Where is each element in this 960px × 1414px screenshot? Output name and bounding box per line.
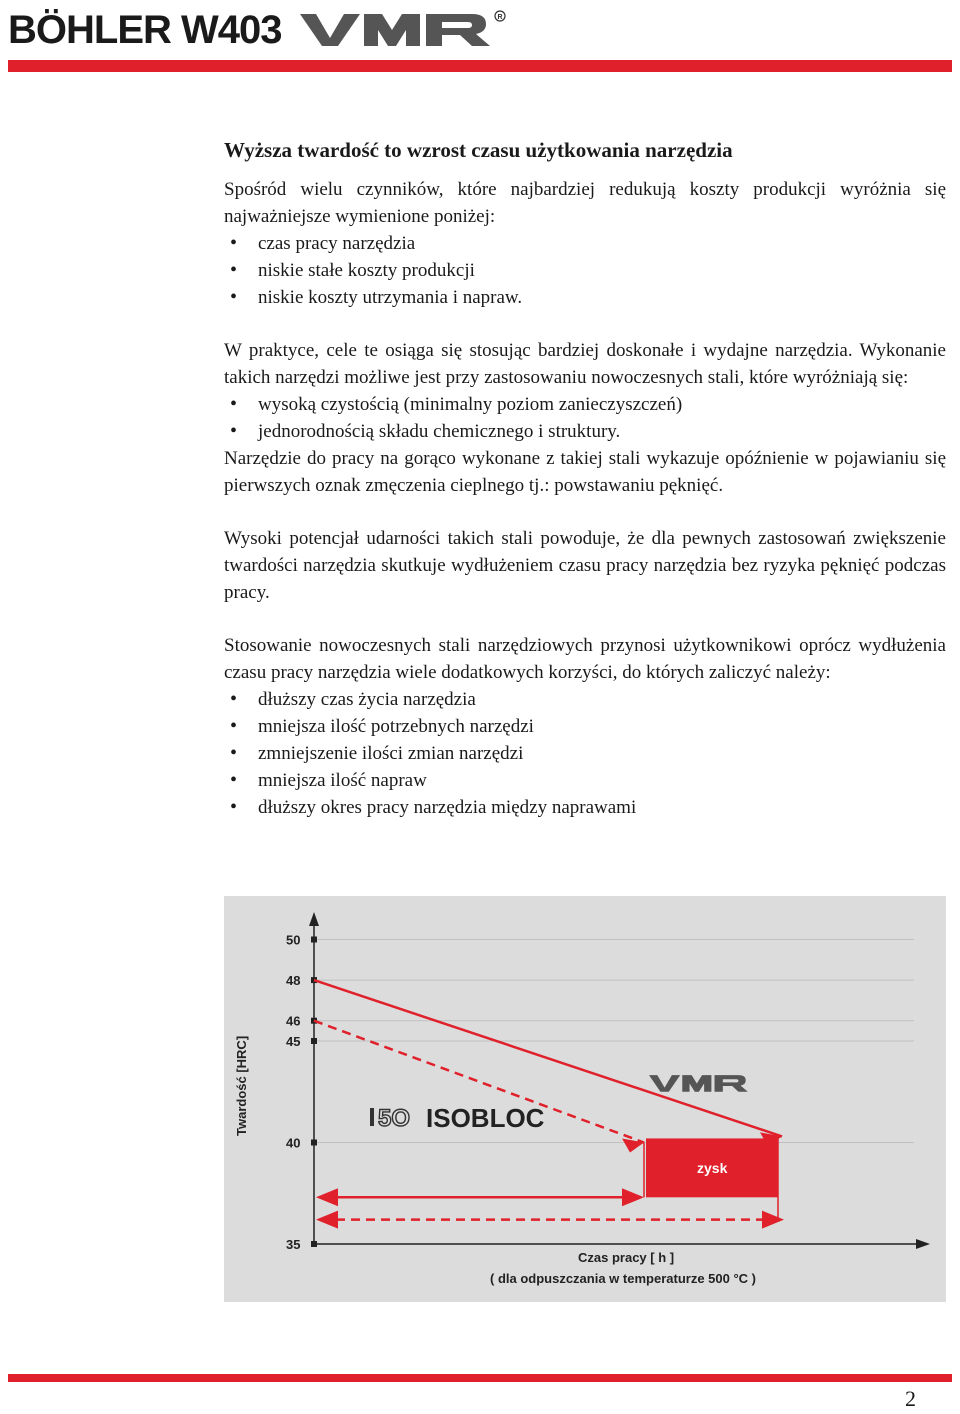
y-tick-label: 40 bbox=[286, 1135, 301, 1151]
x-axis-label: Czas pracy [ h ] bbox=[578, 1250, 675, 1265]
x-axis-arrow-icon bbox=[916, 1239, 930, 1249]
vmr-logo-icon bbox=[300, 8, 510, 48]
paragraph-2: W praktyce, cele te osiąga się stosując bardziej doskonałe i wydajne narzędzia. Wykonanie takich narzędzi możliwe jest przy zastosowaniu nowoczesnych stali, które wyróżniają się: bbox=[224, 340, 946, 388]
isobloc-logo-digits: 5O bbox=[378, 1105, 411, 1132]
svg-text:R: R bbox=[497, 14, 503, 21]
y-tick-label: 45 bbox=[286, 1034, 301, 1049]
bullet-list-2 bbox=[224, 391, 946, 445]
x-axis-note: ( dla odpuszczania w temperaturze 500 °C ) bbox=[490, 1271, 756, 1286]
y-tick-label: 35 bbox=[286, 1237, 301, 1252]
hardness-chart bbox=[224, 896, 946, 1302]
y-tick-mark bbox=[311, 937, 317, 943]
y-tick-label: 50 bbox=[286, 932, 301, 948]
list-item: • mniejsza ilość napraw bbox=[224, 767, 946, 794]
work-time-arrow-vmr-left-head bbox=[316, 1211, 338, 1229]
list-item: • wysoką czystością (minimalny poziom zanieczyszczeń) bbox=[224, 391, 946, 418]
y-tick-label: 46 bbox=[286, 1013, 301, 1029]
y-tick-label: 48 bbox=[286, 973, 301, 989]
paragraph-1: Spośród wielu czynników, które najbardziej redukują koszty produkcji wyróżnia się najważniejsze wymienione poniżej: bbox=[224, 179, 946, 227]
hardness-chart-svg bbox=[224, 896, 946, 1302]
isobloc-logo-icon bbox=[370, 1103, 545, 1133]
y-tick-mark bbox=[311, 1241, 317, 1247]
list-item: • niskie koszty utrzymania i napraw. bbox=[224, 284, 946, 311]
vmr-chart-logo-icon bbox=[649, 1075, 748, 1092]
list-item: • jednorodnością składu chemicznego i struktury. bbox=[224, 418, 946, 445]
gain-label: zysk bbox=[697, 1159, 728, 1176]
list-item: • mniejsza ilość potrzebnych narzędzi bbox=[224, 713, 946, 740]
work-time-arrow-isobloc-left-head bbox=[316, 1188, 338, 1206]
y-axis-label: Twardość [HRC] bbox=[234, 1035, 249, 1136]
y-tick-mark bbox=[311, 1140, 317, 1146]
bullet-list-3 bbox=[224, 686, 946, 821]
y-axis-arrow-icon bbox=[309, 912, 319, 926]
main-content bbox=[224, 136, 946, 821]
isobloc-logo-text: ISOBLOC bbox=[426, 1103, 545, 1133]
list-item: • dłuższy czas życia narzędzia bbox=[224, 686, 946, 713]
work-time-arrow-vmr-right-head bbox=[762, 1211, 784, 1229]
paragraph-5: Stosowanie nowoczesnych stali narzędziowych przynosi użytkownikowi oprócz wydłużenia czasu pracy narzędzia wiele dodatkowych korzyści, do których zaliczyć należy: bbox=[224, 635, 946, 683]
list-item: • czas pracy narzędzia bbox=[224, 230, 946, 257]
bullet-list-1 bbox=[224, 230, 946, 311]
y-tick-mark bbox=[311, 1038, 317, 1044]
brand-title: BÖHLER W403 bbox=[8, 8, 282, 52]
section-title: Wyższa twardość to wzrost czasu użytkowania narzędzia bbox=[224, 138, 733, 162]
paragraph-3: Narzędzie do pracy na gorąco wykonane z takiej stali wykazuje opóźnienie w pojawianiu się pierwszych oznak zmęczenia cieplnego tj.: powstawaniu pęknięć. bbox=[224, 448, 946, 496]
list-item: • zmniejszenie ilości zmian narzędzi bbox=[224, 740, 946, 767]
paragraph-4: Wysoki potencjał udarności takich stali powoduje, że dla pewnych zastosowań zwiększenie twardości narzędzia skutkuje wydłużeniem czasu pracy narzędzia bez ryzyka pęknięć podczas pracy. bbox=[224, 528, 946, 603]
list-item: • dłuższy okres pracy narzędzia między naprawami bbox=[224, 794, 946, 821]
page-number: 2 bbox=[905, 1386, 916, 1411]
list-item: • niskie stałe koszty produkcji bbox=[224, 257, 946, 284]
header-accent-bar bbox=[8, 60, 952, 72]
work-time-arrow-isobloc-right-head bbox=[622, 1188, 644, 1206]
footer-accent-bar bbox=[8, 1374, 952, 1382]
